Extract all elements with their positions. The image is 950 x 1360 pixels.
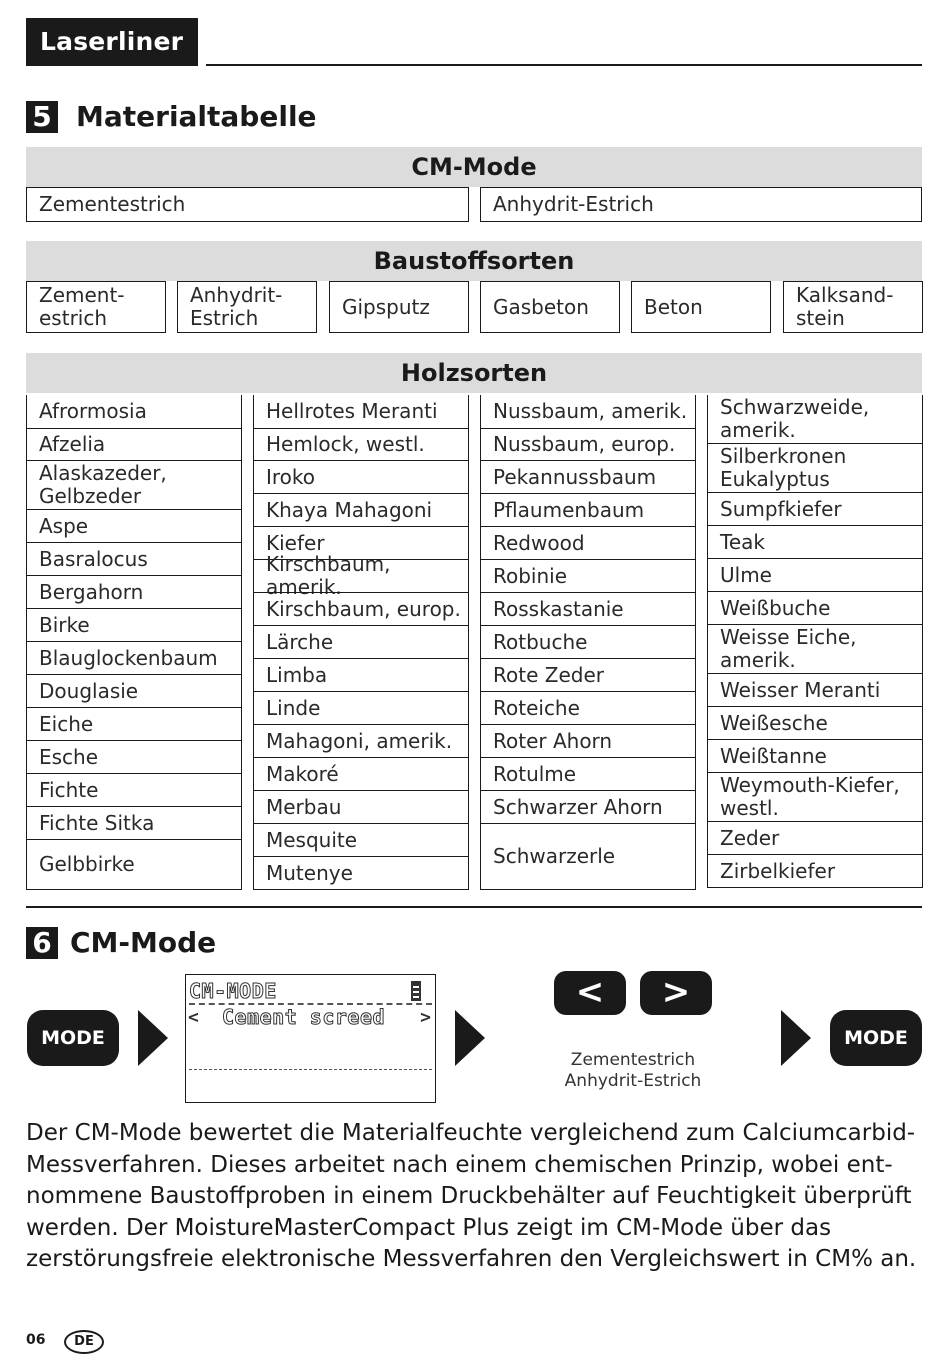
lcd-left-arrow-icon: < xyxy=(188,1007,199,1028)
lcd-value: Cement screed xyxy=(222,1005,386,1029)
section-divider xyxy=(26,906,922,908)
wood-item: Silberkronen Eukalyptus xyxy=(707,443,923,493)
wood-item: Lärche xyxy=(253,625,469,659)
wood-item: Rotbuche xyxy=(480,625,696,659)
wood-item: Khaya Mahagoni xyxy=(253,493,469,527)
wood-item: Roter Ahorn xyxy=(480,724,696,758)
header-rule xyxy=(206,64,922,66)
wood-item: Kiefer xyxy=(253,526,469,560)
wood-item: Schwarzerle xyxy=(480,823,696,890)
wood-item: Kirschbaum, amerik. xyxy=(253,559,469,593)
wood-item: Makoré xyxy=(253,757,469,791)
wood-item: Iroko xyxy=(253,460,469,494)
wood-item: Weißesche xyxy=(707,706,923,740)
wood-item: Esche xyxy=(26,740,242,774)
holz-heading: Holzsorten xyxy=(26,353,922,393)
baustoff-item: Zement- estrich xyxy=(26,281,166,333)
wood-item: Weymouth-Kiefer, westl. xyxy=(707,772,923,822)
lcd-right-arrow-icon: > xyxy=(420,1007,431,1028)
wood-item: Rote Zeder xyxy=(480,658,696,692)
baustoff-item: Kalksand- stein xyxy=(783,281,923,333)
wood-item: Weißbuche xyxy=(707,591,923,625)
wood-item: Mesquite xyxy=(253,823,469,857)
wood-item: Kirschbaum, europ. xyxy=(253,592,469,626)
wood-item: Nussbaum, amerik. xyxy=(480,395,696,429)
wood-item: Zeder xyxy=(707,821,923,855)
wood-item: Ulme xyxy=(707,558,923,592)
wood-item: Rotulme xyxy=(480,757,696,791)
right-button: > xyxy=(640,971,712,1015)
wood-item: Weißtanne xyxy=(707,739,923,773)
wood-item: Sumpfkiefer xyxy=(707,492,923,526)
lcd-separator xyxy=(189,1069,432,1070)
paragraph-line: nommene Baustoffproben in einem Druckbehälter auf Feuchtigkeit überprüft xyxy=(26,1183,912,1210)
section-title: Materialtabelle xyxy=(76,100,317,133)
wood-item: Alaskazeder, Gelbzeder xyxy=(26,460,242,510)
nav-label: Anhydrit-Estrich xyxy=(564,1071,702,1091)
section-title: CM-Mode xyxy=(70,926,217,959)
lcd-display xyxy=(185,974,436,1103)
wood-item: Schwarzweide, amerik. xyxy=(707,395,923,444)
wood-item: Weisse Eiche, amerik. xyxy=(707,624,923,674)
wood-item: Hemlock, westl. xyxy=(253,428,469,461)
wood-item: Weisser Meranti xyxy=(707,673,923,707)
wood-item: Douglasie xyxy=(26,674,242,708)
wood-item: Teak xyxy=(707,525,923,559)
flow-arrow-icon xyxy=(781,1010,811,1066)
wood-item: Robinie xyxy=(480,559,696,593)
wood-item: Afrormosia xyxy=(26,395,242,429)
paragraph-line: Der CM-Mode bewertet die Materialfeuchte vergleichend zum Calciumcarbid- xyxy=(26,1120,916,1146)
wood-item: Redwood xyxy=(480,526,696,560)
mode-button: MODE xyxy=(830,1010,922,1066)
wood-item: Bergahorn xyxy=(26,575,242,609)
wood-item: Roteiche xyxy=(480,691,696,725)
wood-item: Schwarzer Ahorn xyxy=(480,790,696,824)
wood-item: Mahagoni, amerik. xyxy=(253,724,469,758)
wood-item: Eiche xyxy=(26,707,242,741)
page-number: 06 xyxy=(26,1332,46,1348)
wood-item: Gelbbirke xyxy=(26,839,242,890)
cm-mode-item: Zementestrich xyxy=(26,187,469,222)
wood-item: Linde xyxy=(253,691,469,725)
description-paragraph xyxy=(26,1118,926,1276)
wood-item: Basralocus xyxy=(26,542,242,576)
baustoff-heading: Baustoffsorten xyxy=(26,241,922,281)
wood-item: Rosskastanie xyxy=(480,592,696,626)
section-number: 5 xyxy=(26,101,58,133)
lcd-title: CM-MODE xyxy=(189,979,277,1003)
nav-label: Zementestrich xyxy=(570,1050,696,1070)
wood-item: Fichte xyxy=(26,773,242,807)
flow-arrow-icon xyxy=(455,1010,485,1066)
battery-icon xyxy=(411,981,421,1001)
paragraph-line: zerstörungsfreie elektronische Messverfahren den Vergleichswert in CM% an. xyxy=(26,1246,917,1273)
wood-item: Limba xyxy=(253,658,469,692)
wood-item: Merbau xyxy=(253,790,469,824)
flow-arrow-icon xyxy=(138,1010,168,1066)
brand-logo: Laserliner xyxy=(26,18,198,66)
wood-item: Pflaumenbaum xyxy=(480,493,696,527)
wood-item: Aspe xyxy=(26,509,242,543)
language-badge: DE xyxy=(64,1330,104,1354)
baustoff-item: Gasbeton xyxy=(480,281,620,333)
left-button: < xyxy=(554,971,626,1015)
wood-item: Afzelia xyxy=(26,428,242,461)
wood-item: Birke xyxy=(26,608,242,642)
baustoff-item: Gipsputz xyxy=(329,281,469,333)
wood-item: Fichte Sitka xyxy=(26,806,242,840)
wood-item: Nussbaum, europ. xyxy=(480,428,696,461)
wood-item: Mutenye xyxy=(253,856,469,890)
wood-item: Zirbelkiefer xyxy=(707,854,923,888)
wood-item: Hellrotes Meranti xyxy=(253,395,469,429)
baustoff-item: Beton xyxy=(631,281,771,333)
paragraph-line: werden. Der MoistureMasterCompact Plus zeigt im CM-Mode über das xyxy=(26,1214,832,1241)
wood-item: Pekannussbaum xyxy=(480,460,696,494)
baustoff-item: Anhydrit- Estrich xyxy=(177,281,317,333)
cm-mode-heading: CM-Mode xyxy=(26,147,922,187)
section-number: 6 xyxy=(26,927,58,959)
mode-button: MODE xyxy=(27,1010,119,1066)
wood-item: Blauglockenbaum xyxy=(26,641,242,675)
cm-mode-item: Anhydrit-Estrich xyxy=(480,187,922,222)
paragraph-line: Messverfahren. Dieses arbeitet nach einem chemischen Prinzip, wobei ent- xyxy=(26,1151,893,1178)
